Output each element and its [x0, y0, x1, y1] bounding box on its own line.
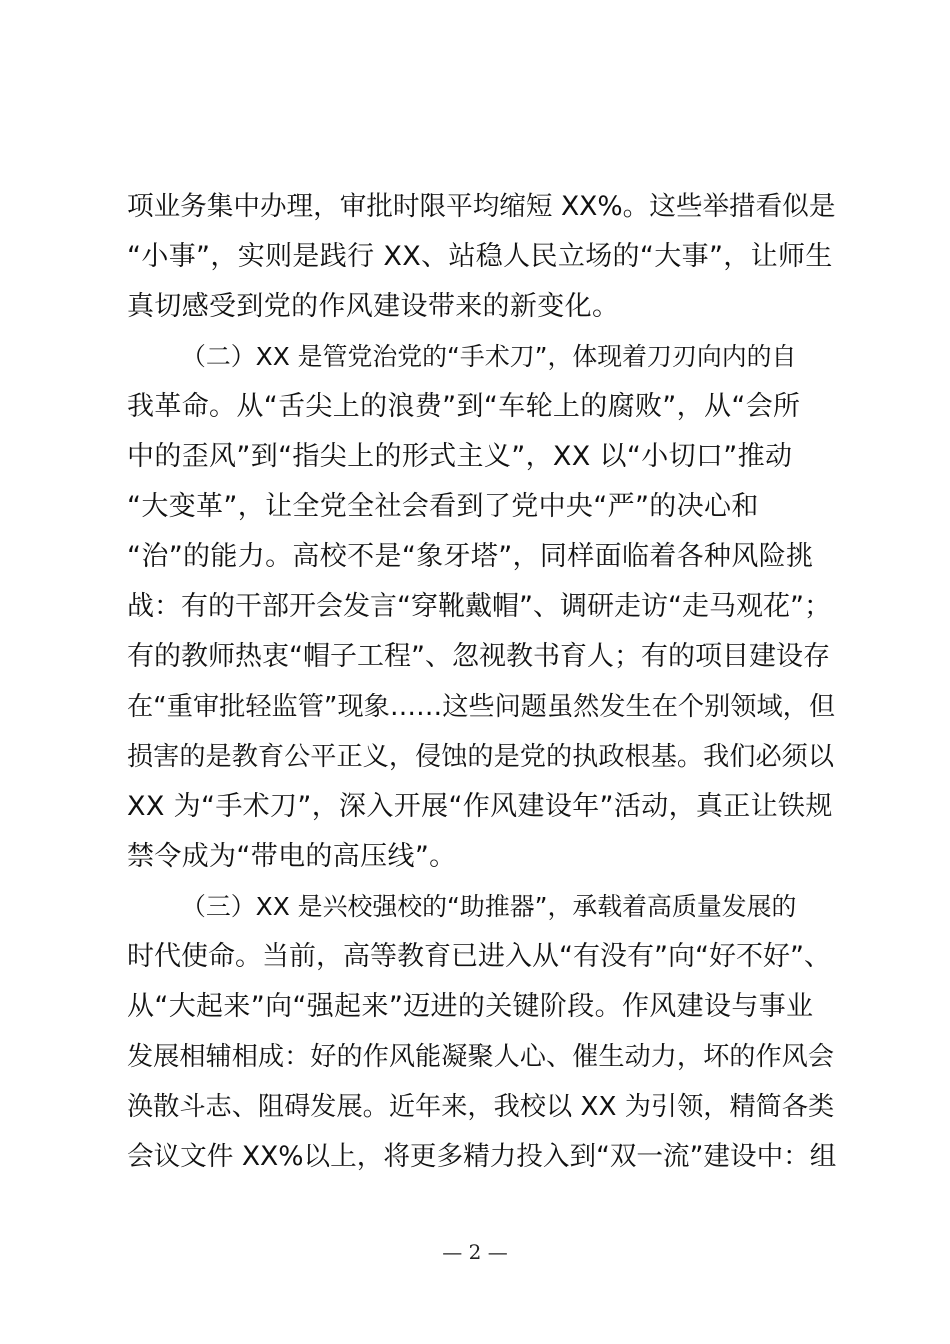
- text-line: 真切感受到党的作风建设带来的新变化。: [127, 291, 620, 322]
- page-number: — 2 —: [442, 1240, 508, 1264]
- text-line: 发展相辅相成：好的作风能凝聚人心、催生动力，坏的作风会: [127, 1042, 835, 1072]
- text-line: 战：有的干部开会发言“穿靴戴帽”、调研走访“走马观花”；: [127, 591, 831, 622]
- text-line: 涣散斗志、阻碍发展。近年来，我校以 XX 为引领，精简各类: [127, 1092, 835, 1122]
- text-line: “大变革”，让全党全社会看到了党中央“严”的决心和: [127, 491, 759, 522]
- paragraph-2-heading-line: （二）XX 是管党治党的“手术刀”，体现着刀刃向内的自: [181, 342, 797, 371]
- text-line: 时代使命。当前，高等教育已进入从“有没有”向“好不好”、: [127, 941, 831, 972]
- text-line: 我革命。从“舌尖上的浪费”到“车轮上的腐败”，从“会所: [127, 391, 801, 422]
- text-line: “治”的能力。高校不是“象牙塔”，同样面临着各种风险挑: [127, 541, 814, 572]
- text-line: 有的教师热衷“帽子工程”、忽视教书育人；有的项目建设存: [127, 641, 830, 672]
- text-line: 项业务集中办理，审批时限平均缩短 XX%。这些举措看似是: [127, 191, 836, 222]
- text-line: 禁令成为“带电的高压线”。: [127, 841, 457, 872]
- text-line: 会议文件 XX%以上，将更多精力投入到“双一流”建设中：组: [127, 1141, 837, 1172]
- text-line: 损害的是教育公平正义，侵蚀的是党的执政根基。我们必须以: [127, 742, 835, 772]
- text-line: XX 为“手术刀”，深入开展“作风建设年”活动，真正让铁规: [127, 791, 833, 822]
- text-line: 在“重审批轻监管”现象……这些问题虽然发生在个别领域，但: [127, 692, 836, 722]
- paragraph-3-heading-line: （三）XX 是兴校强校的“助推器”，承载着高质量发展的: [181, 892, 797, 921]
- text-line: “小事”，实则是践行 XX、站稳人民立场的“大事”，让师生: [127, 241, 833, 272]
- text-line: 中的歪风”到“指尖上的形式主义”，XX 以“小切口”推动: [127, 441, 793, 472]
- text-line: 从“大起来”向“强起来”迈进的关键阶段。作风建设与事业: [127, 991, 814, 1022]
